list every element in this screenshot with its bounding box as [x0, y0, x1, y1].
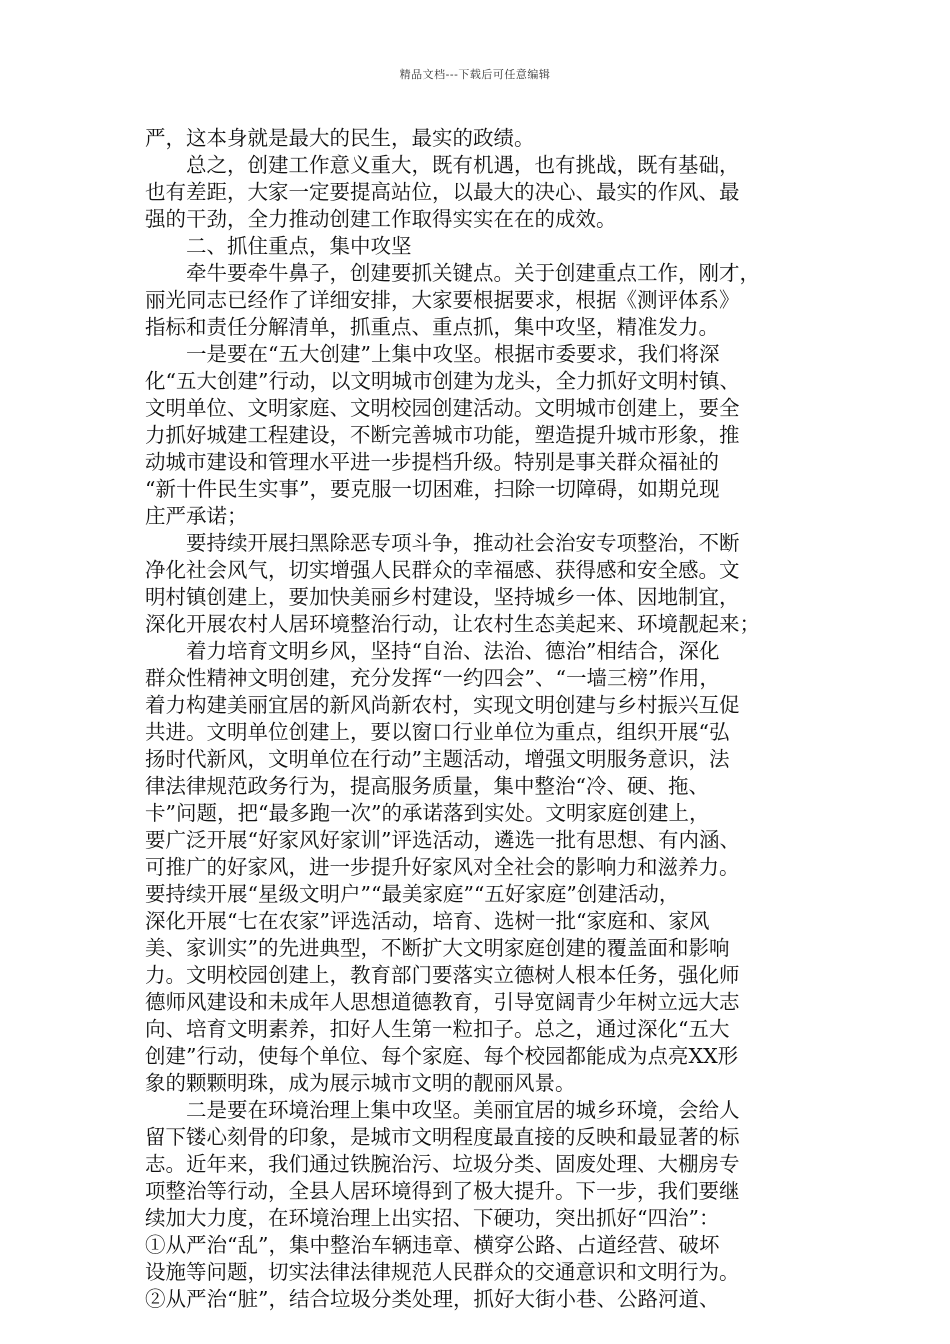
text-line: 明村镇创建上，要加快美丽乡村建设，坚持城乡一体、因地制宜，	[145, 585, 740, 609]
text-line: 创建”行动，使每个单位、每个家庭、每个校园都能成为点亮XX形	[145, 1044, 739, 1068]
text-line: 庄严承诺；	[145, 504, 248, 528]
text-line: 向、培育文明素养，扣好人生第一粒扣子。总之，通过深化“五大	[145, 1017, 730, 1041]
text-line: 律法律规范政务行为，提高服务质量，集中整治“冷、硬、拖、	[145, 774, 709, 798]
text-line: 着力构建美丽宜居的新风尚新农村，实现文明创建与乡村振兴互促	[145, 693, 740, 717]
text-line: 一是要在“五大创建”上集中攻坚。根据市委要求，我们将深	[145, 342, 720, 366]
text-line: 净化社会风气，切实增强人民群众的幸福感、获得感和安全感。文	[145, 558, 740, 582]
text-line: 德师风建设和未成年人思想道德教育，引导宽阔青少年树立远大志	[145, 990, 740, 1014]
text-line: ②从严治“脏”，结合垃圾分类处理，抓好大街小巷、公路河道、	[145, 1287, 720, 1311]
text-line: 严，这本身就是最大的民生，最实的政绩。	[145, 126, 535, 150]
text-line: 共进。文明单位创建上，要以窗口行业单位为重点，组织开展“弘	[145, 720, 730, 744]
text-line: 丽光同志已经作了详细安排，大家要根据要求，根据《测评体系》	[145, 288, 740, 312]
text-line: “新十件民生实事”，要克服一切困难，扫除一切障碍，如期兑现	[145, 477, 720, 501]
page-header: 精品文档---下载后可任意编辑	[399, 68, 551, 81]
section-heading: 二、抓住重点，集中攻坚	[145, 234, 412, 258]
text-line: 力抓好城建工程建设，不断完善城市功能，塑造提升城市形象，推	[145, 423, 740, 447]
text-line: 牵牛要牵牛鼻子，创建要抓关键点。关于创建重点工作，刚才，	[145, 261, 760, 285]
text-line: 力。文明校园创建上，教育部门要落实立德树人根本任务，强化师	[145, 963, 740, 987]
text-line: 文明单位、文明家庭、文明校园创建活动。文明城市创建上，要全	[145, 396, 740, 420]
text-line: 二是要在环境治理上集中攻坚。美丽宜居的城乡环境，会给人	[145, 1098, 740, 1122]
text-line: 要广泛开展“好家风好家训”评选活动，遴选一批有思想、有内涵、	[145, 828, 740, 852]
text-line: 可推广的好家风，进一步提升好家风对全社会的影响力和滋养力。	[145, 855, 740, 879]
text-line: 扬时代新风，文明单位在行动”主题活动，增强文明服务意识，法	[145, 747, 730, 771]
text-line: ①从严治“乱”，集中整治车辆违章、横穿公路、占道经营、破坏	[145, 1233, 720, 1257]
text-line: 项整治等行动，全县人居环境得到了极大提升。下一步，我们要继	[145, 1179, 740, 1203]
text-line: 象的颗颗明珠，成为展示城市文明的靓丽风景。	[145, 1071, 576, 1095]
text-line: 总之，创建工作意义重大，既有机遇，也有挑战，既有基础，	[145, 153, 740, 177]
text-line: 指标和责任分解清单，抓重点、重点抓，集中攻坚，精准发力。	[145, 315, 719, 339]
text-line: 也有差距，大家一定要提高站位，以最大的决心、最实的作风、最	[145, 180, 740, 204]
text-line: 续加大力度，在环境治理上出实招、下硬功，突出抓好“四治”：	[145, 1206, 720, 1230]
text-line: 留下镂心刻骨的印象，是城市文明程度最直接的反映和最显著的标	[145, 1125, 740, 1149]
text-line: 设施等问题，切实法律法律规范人民群众的交通意识和文明行为。	[145, 1260, 740, 1284]
text-line: 着力培育文明乡风，坚持“自治、法治、德治”相结合，深化	[145, 639, 720, 663]
text-line: 深化开展农村人居环境整治行动，让农村生态美起来、环境靓起来；	[145, 612, 760, 636]
text-line: 强的干劲，全力推动创建工作取得实实在在的成效。	[145, 207, 617, 231]
text-line: 深化开展“七在农家”评选活动，培育、选树一批“家庭和、家风	[145, 909, 710, 933]
text-line: 化“五大创建”行动，以文明城市创建为龙头，全力抓好文明村镇、	[145, 369, 740, 393]
text-line: 动城市建设和管理水平进一步提档升级。特别是事关群众福祉的	[145, 450, 719, 474]
text-line: 美、家训实”的先进典型，不断扩大文明家庭创建的覆盖面和影响	[145, 936, 730, 960]
text-line: 群众性精神文明创建，充分发挥“一约四会”、“一墙三榜”作用，	[145, 666, 720, 690]
document-body	[145, 125, 817, 1313]
text-line: 志。近年来，我们通过铁腕治污、垃圾分类、固废处理、大棚房专	[145, 1152, 740, 1176]
text-line: 卡”问题，把“最多跑一次”的承诺落到实处。文明家庭创建上，	[145, 801, 710, 825]
text-line: 要持续开展扫黑除恶专项斗争，推动社会治安专项整治，不断	[145, 531, 740, 555]
text-line: 要持续开展“星级文明户”“最美家庭”“五好家庭”创建活动，	[145, 882, 680, 906]
